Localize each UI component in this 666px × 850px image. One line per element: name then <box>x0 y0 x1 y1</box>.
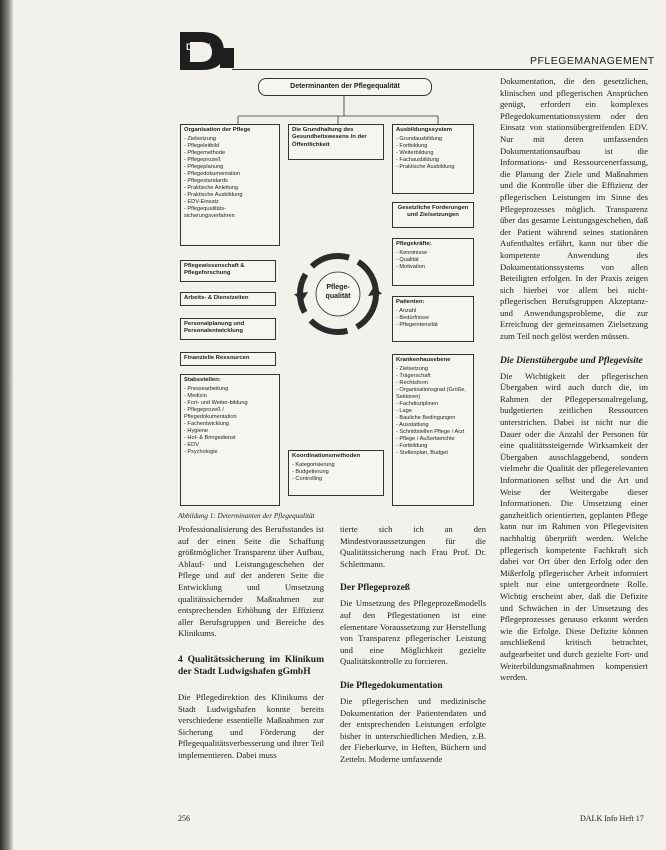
box-title: Personalplanung und Personalentwicklung <box>184 321 245 335</box>
paragraph: Die Umsetzung des Pflegeprozeßmodells auf den Pflegestationen ist eine elementare Voraussetzung zur Herstellung von Transparenz pflegerischer Leistung und eine Möglichkeit gezielte Qualitätskontrolle zu forcieren. <box>340 598 486 667</box>
box-gesetzliche <box>392 202 474 228</box>
list-item: - Hygiene <box>184 428 276 435</box>
page-number: 256 <box>178 814 190 823</box>
box-organisation <box>180 124 280 246</box>
subheading-pflegedokumentation: Die Pflegedokumentation <box>340 680 443 691</box>
list-item: - Pflegeplanung <box>184 164 276 171</box>
list-item: - EDV-Einsatz <box>184 199 276 206</box>
list-item: - Praktische Ausbildung <box>184 192 276 199</box>
list-item: - Kategorisierung <box>292 462 380 469</box>
list-item: - Fachdisziplinen <box>396 401 470 408</box>
list-item: - Lage <box>396 408 470 415</box>
section-heading-4: 4 Qualitätssicherung im Klinikum der Stadt Ludwigshafen gGmbH <box>178 654 324 677</box>
paragraph: tierte sich ich an den Mindestvoraussetzungen für die Qualitätssicherung nach Frau Prof. Dr. Schlettmann. <box>340 524 486 569</box>
column-left <box>178 524 324 762</box>
box-title: Krankenhausebene <box>396 357 451 363</box>
box-arbeits <box>180 292 276 306</box>
box-ausbildung <box>392 124 474 194</box>
paragraph: Die Wichtigkeit der pflegerischen Übergaben wird auch durch die, im Rahmen der Pflegepersonalregelung, budgetierten zeitlichen Ressourcen unterstrichen. Dabei ist nicht nur die Dauer oder die Anzahl der Personen für eine qualitätssteigernde Wirksamkeit der Übergaben ausschlaggebend, sondern vielmehr die Qualität der pflegerelevanten Informationen selbst und die Art und Weise der Weitergabe dieser Informationen. Die Umsetzung einer ganzheitlich orientierten, geplanten Pflege kann nur im Rahmen von Pflegevisiten nachhaltig überprüft werden. Welche pflegerisch kompetente Fachkraft sich dabei vor Ort über den Erfolg oder den Mißerfolg pflegerischer Arbeit informiert spielt nur eine untergeordnete Rolle. Wichtig erscheint aber, daß die Defizite und Schwächen in der Umsetzung des Pflegeprozesses genauso erkannt werden wie die Erfolge. Diese Defizite können anschließend kritisch betrachtet, aufgearbeitet und durch gezielte Fort- und Weiterbildungsmaßnahmen kompensiert werden. <box>500 370 648 683</box>
box-patienten <box>392 296 474 342</box>
figure-caption: Abbildung 1: Determinanten der Pflegequalität <box>178 512 315 520</box>
logo-text: DALK <box>186 42 211 52</box>
subheading-pflegeprozess: Der Pflegeprozeß <box>340 583 411 594</box>
list-item: - Pflegeprozeß <box>184 157 276 164</box>
journal-footer: DALK Info Heft 17 <box>580 814 644 823</box>
box-title: Pflegekräfte: <box>396 241 432 247</box>
list-item: - Psychologie <box>184 449 276 456</box>
subheading-dienstuebergabe: Die Dienstübergabe und Pflegevisite <box>500 355 643 366</box>
list-item: - Fachentwicklung <box>184 421 276 428</box>
list-item: - Zielsetzung <box>396 366 470 373</box>
list-item: - Budgetierung <box>292 469 380 476</box>
list-item: - Trägerschaft <box>396 373 470 380</box>
list-item: - Rechtsform <box>396 380 470 387</box>
box-title: Gesetzliche Forderungen und Zielsetzungen <box>397 205 469 219</box>
box-title: Finanzielle Ressourcen <box>184 355 250 361</box>
section-heading: PFLEGEMANAGEMENT <box>530 55 655 67</box>
paragraph: Die pflegerischen und medizinische Dokumentation der Patientendaten und der entsprechenden Leistungen erfolgte bisher in unterschiedlichen Medien, z.B. der Fieberkurve, in Heften, Büchern und Zetteln. Moderne umfassende <box>340 695 486 764</box>
list-item: - Stellenplan, Budget <box>396 450 470 457</box>
list-item: - Weiterbildung <box>396 150 470 157</box>
box-stabsstellen <box>180 374 280 506</box>
figure-title: Determinanten der Pflegequalität <box>258 78 432 96</box>
list-item: - Controlling <box>292 476 380 483</box>
box-title: Koordinationsmethoden <box>292 453 361 459</box>
box-title: Stabsstellen: <box>184 377 221 383</box>
list-item: - Bauliche Bedingungen <box>396 415 470 422</box>
list-item: - Pflege / Außerberichte <box>396 436 470 443</box>
list-item: - Fort- und Weiter-bildung <box>184 400 276 407</box>
list-item: - Praktische Anleitung <box>184 185 276 192</box>
list-item: - Pflegeprozeß / Pflegedokumentation <box>184 407 276 421</box>
list-item: - Pflegemethode <box>184 150 276 157</box>
list-item: - Hol- & Bringedienst <box>184 435 276 442</box>
list-item: - Pflegequalitäts-sicherungsverfahren <box>184 206 276 220</box>
box-title: Patienten: <box>396 299 425 305</box>
box-krankenhaus <box>392 354 474 506</box>
box-title: Arbeits- & Dienstzeiten <box>184 295 249 301</box>
list-item: - Fortbildung <box>396 143 470 150</box>
list-item: - Fortbildung <box>396 443 470 450</box>
box-koordination <box>288 450 384 496</box>
list-item: - Motivation <box>396 264 470 271</box>
list-item: - Kenntnisse <box>396 250 470 257</box>
list-item: - Schnittstellen Pflege / Arzt <box>396 429 470 436</box>
list-item: - Pflegeintensität <box>396 322 470 329</box>
box-title: Organisation der Pflege <box>184 127 251 133</box>
list-item: - Fachausbildung <box>396 157 470 164</box>
list-item: - Bedürfnisse <box>396 315 470 322</box>
box-pflegewissenschaft <box>180 260 276 282</box>
box-title: Die Grundhaltung des Gesundheitswesens in der Öffentlichkeit <box>292 127 367 148</box>
list-item: - Organisationsgrad (Größe, Sektoren) <box>396 387 470 401</box>
paragraph: Dokumentation, die den gesetzlichen, klinischen und pflegerischen Ansprüchen genügt, erfordert ein komplexes Pflegedokumentationssystem oder den Einsatz von stationsübergreifenden EDV. Nur mit deren umfassenden Dokumentationsaufbau ist die Informations- und Ressourcenerfassung, die Planung der Ziele und Maßnahmen und die Kontrolle über die Effizienz der pflegerischen Leistungen im Sinne des Pflegeprozesses möglich. Transparenz über das gesamte Leistungsgeschehen, daß der Patient während seines stationären Aufenthaltes erfährt, kann nur über die kompetente Anwendung des Dokumentationssystems von allen Beteiligten erfolgen. In der Praxis zeigen sich hierbei vor allem bei nicht-pflegerischen Berufsgruppen Akzeptanz- und Anwendungsprobleme, die zur Erreichung der gemeinsamen Zielsetzung zum Teil noch gelöst werden müssen. <box>500 76 648 342</box>
box-grundhaltung <box>288 124 384 160</box>
list-item: - Anzahl <box>396 308 470 315</box>
column-middle <box>340 524 486 766</box>
figure-determinants <box>178 78 476 508</box>
list-item: - Zielsetzung <box>184 136 276 143</box>
list-item: - Pflegeleitbild <box>184 143 276 150</box>
list-item: - Grundausbildung <box>396 136 470 143</box>
paragraph: Die Pflegedirektion des Klinikums der Stadt Ludwigshafen konnte bereits verschiedene essentielle Maßnahmen zur Sicherung und Förderung der Pflegequalitätsverbesserung und ihrer Teil implementieren. Dabei muss <box>178 691 324 760</box>
box-title: Pflegewissenschaft & Pflegeforschung <box>184 263 245 277</box>
list-item: - Pressearbeitung <box>184 386 276 393</box>
list-item: - Medizin <box>184 393 276 400</box>
list-item: - EDV <box>184 442 276 449</box>
cycle-center-label: Pflege- qualität <box>325 284 351 300</box>
box-personal <box>180 318 276 340</box>
box-pflegekraefte <box>392 238 474 286</box>
header-rule <box>232 69 648 70</box>
list-item: - Qualität <box>396 257 470 264</box>
box-title: Ausbildungssystem <box>396 127 452 133</box>
list-item: - Pflegedokumentation <box>184 171 276 178</box>
paragraph: Professionalisierung des Berufsstandes ist auf der einen Seite die Schaffung größtmöglicher Transparenz über Aufbau, Ablauf- und Leistungsgeschehen der Pflege und auf der anderen Seite die Entwicklung und Umsetzung qualitätssichernder Maßnahmen zur entsprechenden Erhöhung der Effizienz aller Berufsgruppen und Bereiche des Klinikums. <box>178 524 324 639</box>
list-item: - Ausstattung <box>396 422 470 429</box>
column-right <box>500 76 648 684</box>
list-item: - Praktische Ausbildung <box>396 164 470 171</box>
scan-edge <box>0 0 14 850</box>
box-finanzielle <box>180 352 276 366</box>
list-item: - Pflegestandards <box>184 178 276 185</box>
